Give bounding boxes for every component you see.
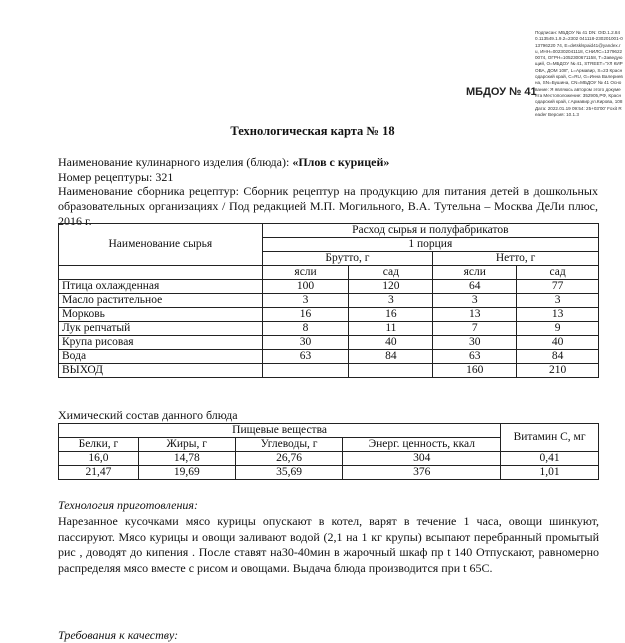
- empty-cell: [59, 266, 263, 280]
- net-garden-header: сад: [517, 266, 599, 280]
- net-nursery-header: ясли: [433, 266, 517, 280]
- dish-value: «Плов с курицей»: [292, 155, 390, 169]
- energy-value: 304: [343, 452, 501, 466]
- organization-label: МБДОУ № 41: [466, 86, 537, 98]
- table-row: [59, 294, 599, 308]
- carbs-header: Углеводы, г: [235, 438, 343, 452]
- gross-garden: 84: [349, 350, 433, 364]
- chemical-table: [58, 423, 599, 480]
- table-row: [59, 308, 599, 322]
- proteins-value: 16,0: [59, 452, 139, 466]
- table-row: [59, 350, 599, 364]
- table-row: [59, 466, 599, 480]
- energy-header: Энерг. ценность, ккал: [343, 438, 501, 452]
- net-garden: 77: [517, 280, 599, 294]
- gross-nursery: 8: [262, 322, 349, 336]
- recipe-collection: Наименование сборника рецептур: Сборник рецептур на продукцию для питания детей в дошкольных образовательных организациях / Под редакцией М.П. Могильного, В.А. Тутельна – Москва ДеЛи плюс, 2016 г.: [58, 184, 598, 228]
- technology-title: Технология приготовления:: [58, 498, 198, 512]
- proteins-value: 21,47: [59, 466, 139, 480]
- net-garden: 40: [517, 336, 599, 350]
- net-nursery: 13: [433, 308, 517, 322]
- ingredient-name-header: Наименование сырья: [59, 224, 263, 266]
- net-nursery: 160: [433, 364, 517, 378]
- gross-nursery: 16: [262, 308, 349, 322]
- gross-garden: 16: [349, 308, 433, 322]
- nutrients-header: Пищевые вещества: [59, 424, 501, 438]
- vitamin-value: 1,01: [501, 466, 599, 480]
- gross-nursery: 63: [262, 350, 349, 364]
- vitamin-value: 0,41: [501, 452, 599, 466]
- ingredient-name: Птица охлажденная: [59, 280, 263, 294]
- ingredient-name: Морковь: [59, 308, 263, 322]
- gross-garden: [349, 364, 433, 378]
- net-nursery: 30: [433, 336, 517, 350]
- vitamin-header: Витамин С, мг: [501, 424, 599, 452]
- recipe-number: Номер рецептуры: 321: [58, 170, 174, 184]
- ingredient-name: Крупа рисовая: [59, 336, 263, 350]
- net-nursery: 63: [433, 350, 517, 364]
- ingredients-table: [58, 223, 599, 378]
- net-nursery: 7: [433, 322, 517, 336]
- table-row: [59, 322, 599, 336]
- gross-nursery: 30: [262, 336, 349, 350]
- ingredient-name: Вода: [59, 350, 263, 364]
- technology-text: Нарезанное кусочками мясо курицы опускают в котел, варят в течение 1 часа, овощи шинкуют, пассируют. Мясо курицы и овощи заливают водой (2,1 на 1 кг крупы) всыпают перебранный промытый рис , доводят до кипения . После ставят на30-40мин в жарочный шкаф пр t 140 Отпускают, равномерно распределяя мясо вместе с рисом и овощами. Выдача блюда производится при t 65С.: [58, 514, 599, 575]
- proteins-header: Белки, г: [59, 438, 139, 452]
- gross-garden: 3: [349, 294, 433, 308]
- gross-nursery: [262, 364, 349, 378]
- dish-label: Наименование кулинарного изделия (блюда):: [58, 155, 293, 169]
- digital-signature-stamp: Подписан: МБДОУ № 41 DN: OID.1.2.840.113549.1.9.2=2302 041118-230201001-013796220 74, E=detsklspaid41@yandex.ru, ИНН=002302041118, СНИЛС=13796220074, ОГРН=1052300671158, T=Заведующий, O=МБДОУ № 41, STREET="УЛ КИРОВА, ДОМ 108", L=Армавир, S=23 Краснодарский край, C=RU, G=Инна Валериевна, SN=Бушина, CN=МБДОУ № 41 Основание: Я являюсь автором этого документа Местоположение: 352905,РФ, Краснодарский край, г.Армавир,ул.Кирова, 108 Дата: 2022.01.19 09:54: 25+03'00' Foxit Reader Версия: 10.1.3: [535, 30, 623, 117]
- fats-value: 19,69: [138, 466, 235, 480]
- table-row-yield: [59, 364, 599, 378]
- table-row: [59, 452, 599, 466]
- gross-garden: 40: [349, 336, 433, 350]
- gross-garden: 11: [349, 322, 433, 336]
- fats-value: 14,78: [138, 452, 235, 466]
- net-garden: 9: [517, 322, 599, 336]
- portion-header: 1 порция: [262, 238, 598, 252]
- gross-nursery: 100: [262, 280, 349, 294]
- net-nursery: 3: [433, 294, 517, 308]
- net-garden: 210: [517, 364, 599, 378]
- net-garden: 13: [517, 308, 599, 322]
- net-garden: 84: [517, 350, 599, 364]
- net-garden: 3: [517, 294, 599, 308]
- dish-name-line: [58, 155, 598, 170]
- net-header: Нетто, г: [433, 252, 599, 266]
- ingredient-name: Лук репчатый: [59, 322, 263, 336]
- gross-nursery-header: ясли: [262, 266, 349, 280]
- gross-nursery: 3: [262, 294, 349, 308]
- ingredient-name: Масло растительное: [59, 294, 263, 308]
- energy-value: 376: [343, 466, 501, 480]
- document-title: Технологическая карта № 18: [230, 124, 395, 138]
- gross-garden-header: сад: [349, 266, 433, 280]
- table-row: [59, 280, 599, 294]
- carbs-value: 35,69: [235, 466, 343, 480]
- consumption-header: Расход сырья и полуфабрикатов: [262, 224, 598, 238]
- requirements-title: Требования к качеству:: [58, 628, 179, 642]
- yield-label: ВЫХОД: [59, 364, 263, 378]
- gross-header: Брутто, г: [262, 252, 433, 266]
- fats-header: Жиры, г: [138, 438, 235, 452]
- net-nursery: 64: [433, 280, 517, 294]
- gross-garden: 120: [349, 280, 433, 294]
- carbs-value: 26,76: [235, 452, 343, 466]
- chemical-caption: Химический состав данного блюда: [58, 408, 238, 422]
- table-row: [59, 336, 599, 350]
